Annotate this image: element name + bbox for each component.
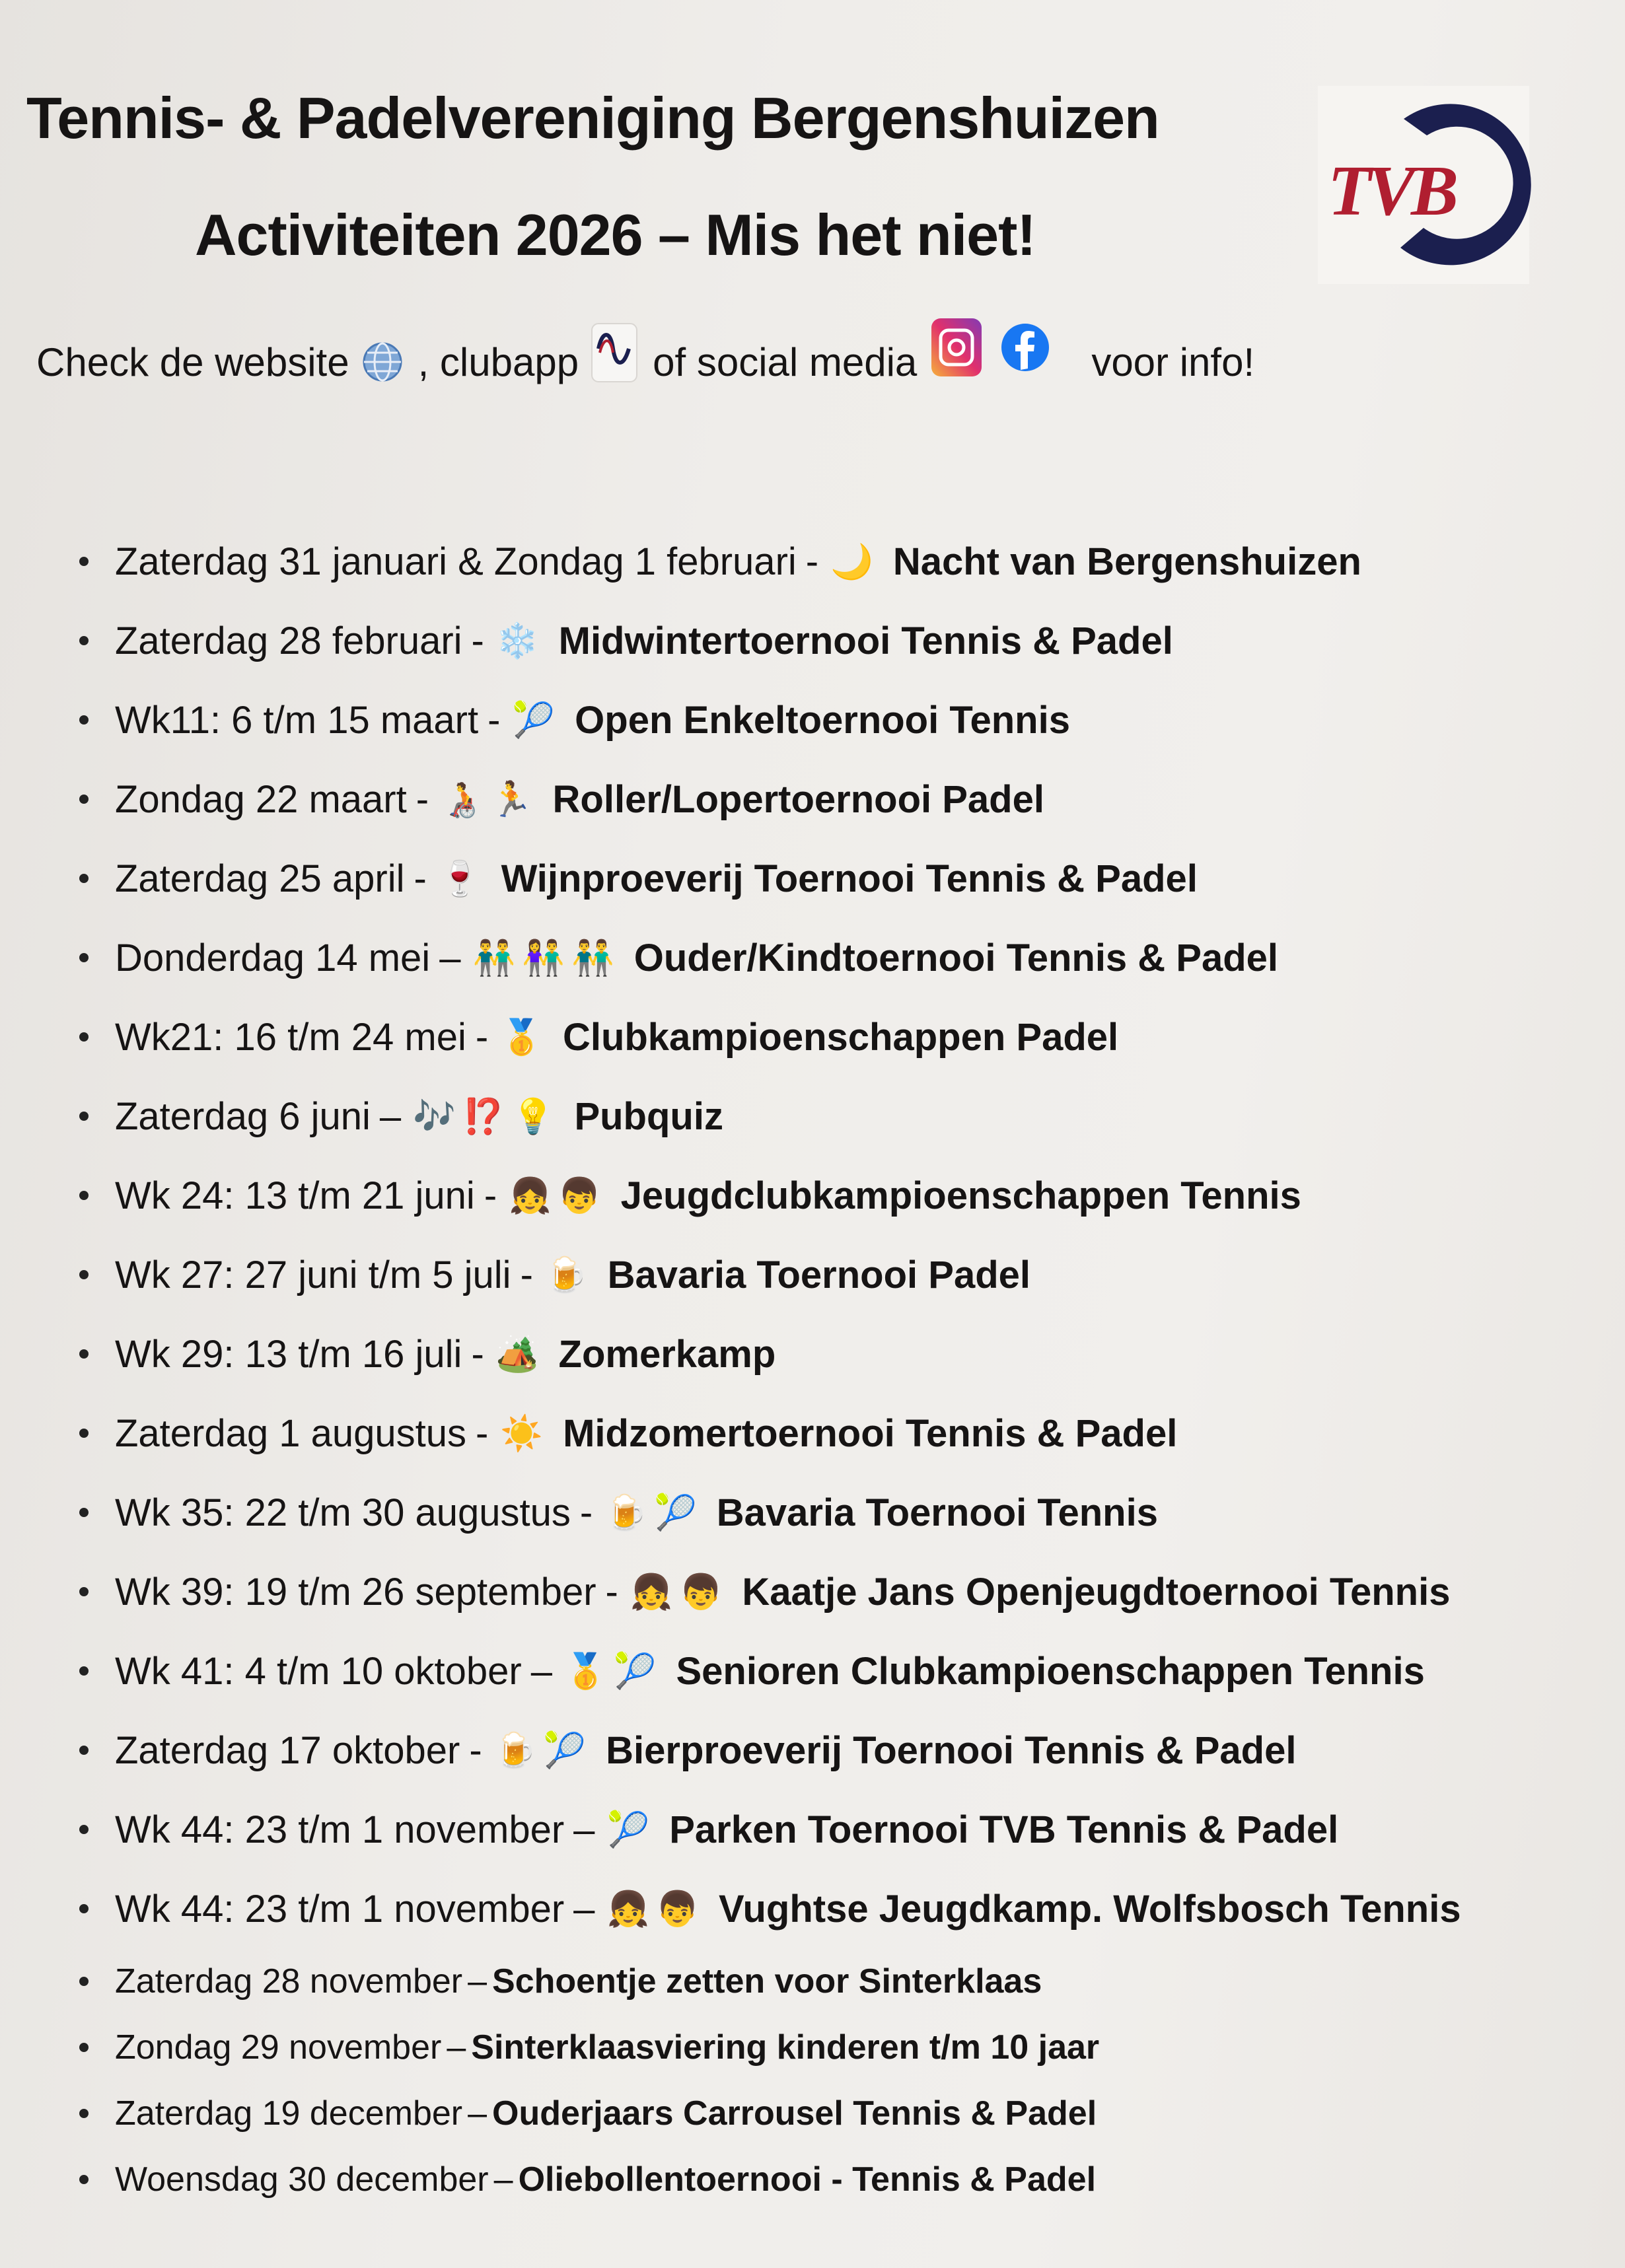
bullet-icon bbox=[79, 795, 89, 804]
event-name: Vughtse Jeugdkamp. Wolfsbosch Tennis bbox=[718, 1887, 1461, 1931]
event-date: Zaterdag 31 januari & Zondag 1 februari bbox=[115, 540, 797, 583]
bullet-icon bbox=[79, 1429, 89, 1438]
event-date: Zaterdag 28 november bbox=[115, 1962, 463, 2001]
event-item: Zaterdag 19 december – Ouderjaars Carrousel Tennis & Padel bbox=[79, 2080, 1599, 2146]
event-date: Wk21: 16 t/m 24 mei bbox=[115, 1015, 466, 1059]
event-item: Zondag 29 november – Sinterklaasviering kinderen t/m 10 jaar bbox=[79, 2014, 1599, 2080]
people-pair-icon: 👬👫👬 bbox=[472, 939, 621, 977]
event-date: Zondag 22 maart bbox=[115, 777, 407, 821]
bullet-icon bbox=[79, 1666, 89, 1676]
event-name: Zomerkamp bbox=[558, 1332, 776, 1376]
event-name: Wijnproeverij Toernooi Tennis & Padel bbox=[501, 857, 1198, 900]
event-name: Sinterklaasviering kinderen t/m 10 jaar bbox=[471, 2028, 1100, 2067]
page-title: Tennis- & Padelvereniging Bergenshuizen bbox=[26, 85, 1159, 151]
bullet-icon bbox=[79, 1904, 89, 1913]
event-date: Woensdag 30 december bbox=[115, 2160, 489, 2199]
girl-boy-icon: 👧👦 bbox=[606, 1890, 705, 1929]
event-item: Wk 27: 27 juni t/m 5 juli - 🍺 Bavaria Toernooi Padel bbox=[79, 1235, 1599, 1314]
event-date: Wk11: 6 t/m 15 maart bbox=[115, 698, 479, 742]
event-name: Oliebollentoernooi - Tennis & Padel bbox=[518, 2160, 1097, 2199]
bullet-icon bbox=[79, 1032, 89, 1042]
globe-icon[interactable] bbox=[361, 341, 404, 383]
bullet-icon bbox=[79, 1191, 89, 1200]
event-item: Zaterdag 1 augustus - ☀️ Midzomertoernooi Tennis & Padel bbox=[79, 1394, 1599, 1473]
event-date: Wk 44: 23 t/m 1 november bbox=[115, 1808, 565, 1851]
event-item: Wk 39: 19 t/m 26 september - 👧👦 Kaatje Jans Openjeugdtoernooi Tennis bbox=[79, 1552, 1599, 1631]
header bbox=[0, 0, 1625, 423]
beer-mug-icon: 🍺 bbox=[544, 1256, 595, 1294]
event-name: Bavaria Toernooi Tennis bbox=[716, 1491, 1158, 1534]
camping-icon: 🏕️ bbox=[495, 1335, 546, 1374]
clubapp-icon[interactable] bbox=[591, 322, 638, 383]
bullet-icon bbox=[79, 1587, 89, 1596]
bullet-icon bbox=[79, 2043, 89, 2052]
event-item: Zaterdag 17 oktober - 🍺🎾 Bierproeverij Toernooi Tennis & Padel bbox=[79, 1711, 1599, 1790]
medal-icon: 🥇 bbox=[500, 1018, 550, 1057]
event-date: Zaterdag 28 februari bbox=[115, 619, 462, 662]
event-item: Zondag 22 maart - 🧑‍🦽🏃 Roller/Lopertoernooi Padel bbox=[79, 760, 1599, 839]
wine-glass-icon: 🍷 bbox=[438, 859, 488, 898]
bullet-icon bbox=[79, 1270, 89, 1279]
event-date: Zaterdag 25 april bbox=[115, 857, 405, 900]
event-date: Wk 29: 13 t/m 16 juli bbox=[115, 1332, 462, 1376]
bullet-icon bbox=[79, 1508, 89, 1517]
event-name: Roller/Lopertoernooi Padel bbox=[552, 777, 1044, 821]
event-item: Wk 24: 13 t/m 21 juni - 👧👦 Jeugdclubkampioenschappen Tennis bbox=[79, 1156, 1599, 1235]
event-name: Schoentje zetten voor Sinterklaas bbox=[492, 1962, 1042, 2001]
event-item: Zaterdag 31 januari & Zondag 1 februari - 🌙 Nacht van Bergenshuizen bbox=[79, 522, 1599, 601]
event-name: Clubkampioenschappen Padel bbox=[562, 1015, 1119, 1059]
bullet-icon bbox=[79, 1977, 89, 1986]
bullet-icon bbox=[79, 1825, 89, 1834]
event-item: Donderdag 14 mei – 👬👫👬 Ouder/Kindtoernooi Tennis & Padel bbox=[79, 918, 1599, 997]
event-name: Midzomertoernooi Tennis & Padel bbox=[563, 1411, 1178, 1455]
bullet-icon bbox=[79, 1112, 89, 1121]
snowflake-icon: ❄️ bbox=[495, 621, 546, 660]
event-date: Wk 41: 4 t/m 10 oktober bbox=[115, 1649, 522, 1693]
event-item: Wk 29: 13 t/m 16 juli - 🏕️ Zomerkamp bbox=[79, 1314, 1599, 1394]
sun-icon: ☀️ bbox=[500, 1414, 550, 1453]
event-date: Zaterdag 1 augustus bbox=[115, 1411, 467, 1455]
event-item: Wk21: 16 t/m 24 mei - 🥇 Clubkampioenschappen Padel bbox=[79, 997, 1599, 1077]
medal-racket-icon: 🥇🎾 bbox=[563, 1652, 663, 1691]
info-text-clubapp: , clubapp bbox=[417, 339, 579, 384]
girl-boy-icon: 👧👦 bbox=[509, 1176, 608, 1215]
event-name: Midwintertoernooi Tennis & Padel bbox=[558, 619, 1173, 662]
event-name: Nacht van Bergenshuizen bbox=[892, 540, 1361, 583]
event-name: Bavaria Toernooi Padel bbox=[607, 1253, 1031, 1296]
event-date: Wk 27: 27 juni t/m 5 juli bbox=[115, 1253, 511, 1296]
instagram-icon[interactable] bbox=[929, 316, 984, 379]
beer-racket-icon: 🍺🎾 bbox=[604, 1493, 704, 1532]
event-item: Wk 41: 4 t/m 10 oktober – 🥇🎾 Senioren Clubkampioenschappen Tennis bbox=[79, 1631, 1599, 1711]
page-subtitle: Activiteiten 2026 – Mis het niet! bbox=[195, 202, 1036, 267]
event-name: Jeugdclubkampioenschappen Tennis bbox=[620, 1174, 1301, 1217]
girl-boy-icon: 👧👦 bbox=[630, 1573, 729, 1612]
bullet-icon bbox=[79, 874, 89, 883]
event-date: Wk 24: 13 t/m 21 juni bbox=[115, 1174, 475, 1217]
tvb-logo bbox=[1318, 86, 1529, 284]
bullet-icon bbox=[79, 1349, 89, 1359]
event-date: Wk 39: 19 t/m 26 september bbox=[115, 1570, 596, 1613]
info-text-website: Check de website bbox=[36, 339, 349, 384]
event-date: Zaterdag 17 oktober bbox=[115, 1728, 460, 1772]
bullet-icon bbox=[79, 2175, 89, 2184]
info-text-end: voor info! bbox=[1091, 339, 1255, 384]
event-name: Ouderjaars Carrousel Tennis & Padel bbox=[492, 2094, 1097, 2133]
music-question-bulb-icon: 🎶⁉️💡 bbox=[413, 1097, 561, 1136]
moon-icon: 🌙 bbox=[830, 542, 880, 581]
event-date: Donderdag 14 mei bbox=[115, 936, 431, 979]
event-item: Zaterdag 6 juni – 🎶⁉️💡 Pubquiz bbox=[79, 1077, 1599, 1156]
event-name: Kaatje Jans Openjeugdtoernooi Tennis bbox=[742, 1570, 1451, 1613]
event-name: Senioren Clubkampioenschappen Tennis bbox=[676, 1649, 1425, 1693]
event-item: Woensdag 30 december – Oliebollentoernooi - Tennis & Padel bbox=[79, 2146, 1599, 2213]
facebook-icon[interactable] bbox=[999, 321, 1052, 374]
event-name: Ouder/Kindtoernooi Tennis & Padel bbox=[633, 936, 1279, 979]
bullet-icon bbox=[79, 557, 89, 566]
bullet-icon bbox=[79, 715, 89, 725]
event-item: Zaterdag 28 november – Schoentje zetten voor Sinterklaas bbox=[79, 1948, 1599, 2014]
event-name: Open Enkeltoernooi Tennis bbox=[575, 698, 1070, 742]
bullet-icon bbox=[79, 953, 89, 962]
event-item: Zaterdag 28 februari - ❄️ Midwintertoernooi Tennis & Padel bbox=[79, 601, 1599, 680]
event-item: Wk11: 6 t/m 15 maart - 🎾 Open Enkeltoernooi Tennis bbox=[79, 680, 1599, 760]
bullet-icon bbox=[79, 636, 89, 645]
logo-text: TVB bbox=[1328, 152, 1455, 230]
event-date: Zaterdag 6 juni bbox=[115, 1094, 371, 1138]
bullet-icon bbox=[79, 1746, 89, 1755]
info-line bbox=[36, 330, 1266, 394]
tennis-racket-icon: 🎾 bbox=[512, 701, 562, 740]
event-date: Zaterdag 19 december bbox=[115, 2094, 463, 2133]
event-item: Zaterdag 25 april - 🍷 Wijnproeverij Toernooi Tennis & Padel bbox=[79, 839, 1599, 918]
event-item: Wk 35: 22 t/m 30 augustus - 🍺🎾 Bavaria Toernooi Tennis bbox=[79, 1473, 1599, 1552]
event-name: Pubquiz bbox=[574, 1094, 723, 1138]
event-date: Wk 44: 23 t/m 1 november bbox=[115, 1887, 565, 1931]
event-item: Wk 44: 23 t/m 1 november – 👧👦 Vughtse Jeugdkamp. Wolfsbosch Tennis bbox=[79, 1869, 1599, 1948]
event-item: Wk 44: 23 t/m 1 november – 🎾 Parken Toernooi TVB Tennis & Padel bbox=[79, 1790, 1599, 1869]
event-date: Wk 35: 22 t/m 30 augustus bbox=[115, 1491, 571, 1534]
event-name: Parken Toernooi TVB Tennis & Padel bbox=[669, 1808, 1339, 1851]
bullet-icon bbox=[79, 2109, 89, 2118]
beer-racket-icon: 🍺🎾 bbox=[493, 1731, 593, 1770]
info-text-social: of social media bbox=[653, 339, 918, 384]
event-list bbox=[79, 522, 1599, 2213]
event-date: Zondag 29 november bbox=[115, 2028, 442, 2067]
wheelchair-runner-icon: 🧑‍🦽🏃 bbox=[441, 780, 540, 819]
event-name: Bierproeverij Toernooi Tennis & Padel bbox=[606, 1728, 1297, 1772]
tennis-racket-icon: 🎾 bbox=[606, 1810, 657, 1849]
